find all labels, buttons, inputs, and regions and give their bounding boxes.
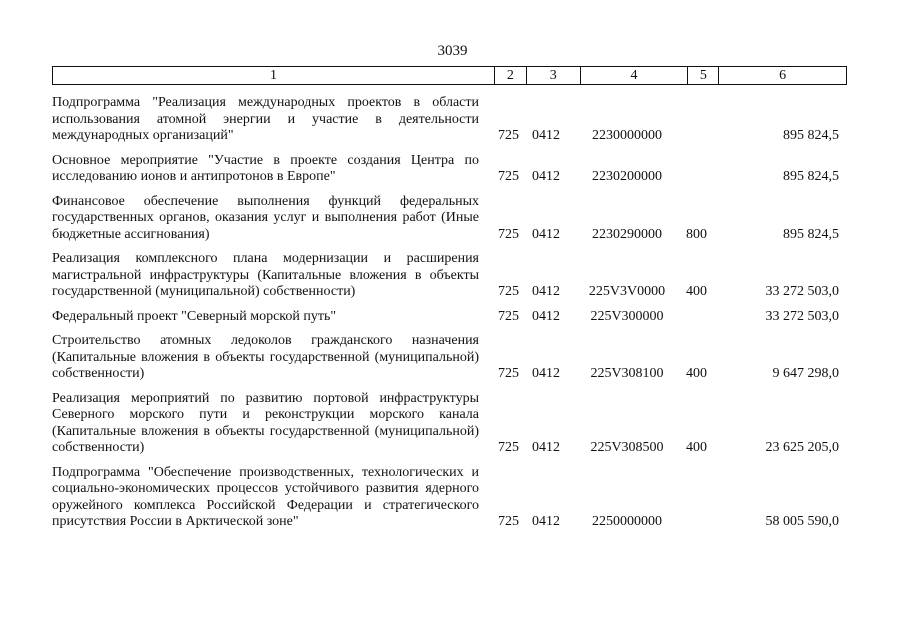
row-rz: 0412: [532, 366, 560, 381]
row-cs: 225V308500: [590, 440, 664, 455]
row-name: Реализация мероприятий по развитию портовой инфраструктуры Северного морского пути и реконструкции морского канала (Капитальные вложения в объекты государственной (муниципальной) собственности): [52, 390, 479, 455]
row-name: Подпрограмма "Реализация международных проектов в области использования атомной энергии и участие в деятельности международных организаций": [52, 95, 479, 143]
row-name: Основное мероприятие "Участие в проекте создания Центра по исследованию ионов и антипротонов в Европе": [52, 152, 479, 184]
row-cs: 2250000000: [592, 514, 662, 529]
row-gl: 725: [498, 169, 519, 184]
row-gl: 725: [498, 284, 519, 299]
row-vr: 400: [686, 284, 707, 299]
table-row: [52, 194, 847, 244]
row-vr: 400: [686, 440, 707, 455]
column-header-sum: 6: [779, 68, 787, 83]
row-gl: 725: [498, 308, 519, 324]
row-cs: 225V308100: [590, 366, 664, 381]
row-rz: 0412: [532, 128, 560, 143]
row-name: Финансовое обеспечение выполнения функций федеральных государственных органов, оказания услуг и выполнения работ (Иные бюджетные ассигнования): [52, 193, 479, 242]
row-gl: 725: [498, 440, 519, 455]
row-cs: 225V3V0000: [588, 284, 666, 299]
row-gl: 725: [498, 128, 519, 143]
column-header-name: 1: [53, 67, 495, 84]
row-vr: 400: [686, 366, 707, 381]
page-number: 3039: [437, 43, 468, 59]
row-rz: 0412: [532, 284, 560, 299]
row-name: Строительство атомных ледоколов гражданского назначения (Капитальные вложения в объекты государственной (муниципальной) собственности): [52, 333, 479, 381]
row-vr: 800: [686, 226, 707, 242]
column-header-vr: 5: [688, 67, 719, 84]
row-rz: 0412: [532, 226, 560, 242]
budget-table-body: [52, 95, 847, 531]
table-row: [52, 95, 847, 145]
row-sum: 9 647 298,0: [772, 366, 839, 381]
column-header-cs: 4: [581, 67, 689, 84]
table-row: [52, 153, 847, 186]
row-rz: 0412: [532, 440, 560, 455]
row-rz: 0412: [532, 169, 560, 184]
row-gl: 725: [498, 514, 519, 529]
row-name: Подпрограмма "Обеспечение производственных, технологических и социально-экономических процессов устойчивого развития ядерного оружейного комплекса Российской Федерации и стратегического присутствия России в Арктической зоне": [52, 464, 479, 529]
row-sum: 58 005 590,0: [765, 514, 839, 529]
table-row: [52, 309, 847, 326]
row-sum: 33 272 503,0: [765, 308, 839, 324]
row-name: Федеральный проект "Северный морской путь": [52, 308, 337, 324]
row-sum: 23 625 205,0: [765, 440, 839, 455]
table-row: [52, 251, 847, 301]
column-header-rz: 3: [527, 67, 581, 84]
row-sum: 895 824,5: [783, 169, 839, 184]
table-row: [52, 465, 847, 531]
row-cs: 2230290000: [592, 226, 662, 242]
table-row: [52, 333, 847, 383]
row-cs: 2230000000: [592, 128, 662, 143]
row-rz: 0412: [532, 308, 560, 324]
row-sum: 895 824,5: [783, 128, 839, 143]
row-rz: 0412: [532, 514, 560, 529]
row-cs: 225V300000: [590, 308, 664, 324]
row-gl: 725: [498, 366, 519, 381]
row-sum: 33 272 503,0: [765, 284, 839, 299]
row-gl: 725: [498, 226, 519, 242]
column-header-gl: 2: [495, 67, 527, 84]
row-cs: 2230200000: [592, 169, 662, 184]
table-row: [52, 391, 847, 457]
row-sum: 895 824,5: [783, 226, 839, 242]
row-name: Реализация комплексного плана модернизации и расширения магистральной инфраструктуры (Капитальные вложения в объекты государственной (муниципальной) собственности): [52, 251, 479, 299]
column-header-row: [52, 66, 847, 85]
